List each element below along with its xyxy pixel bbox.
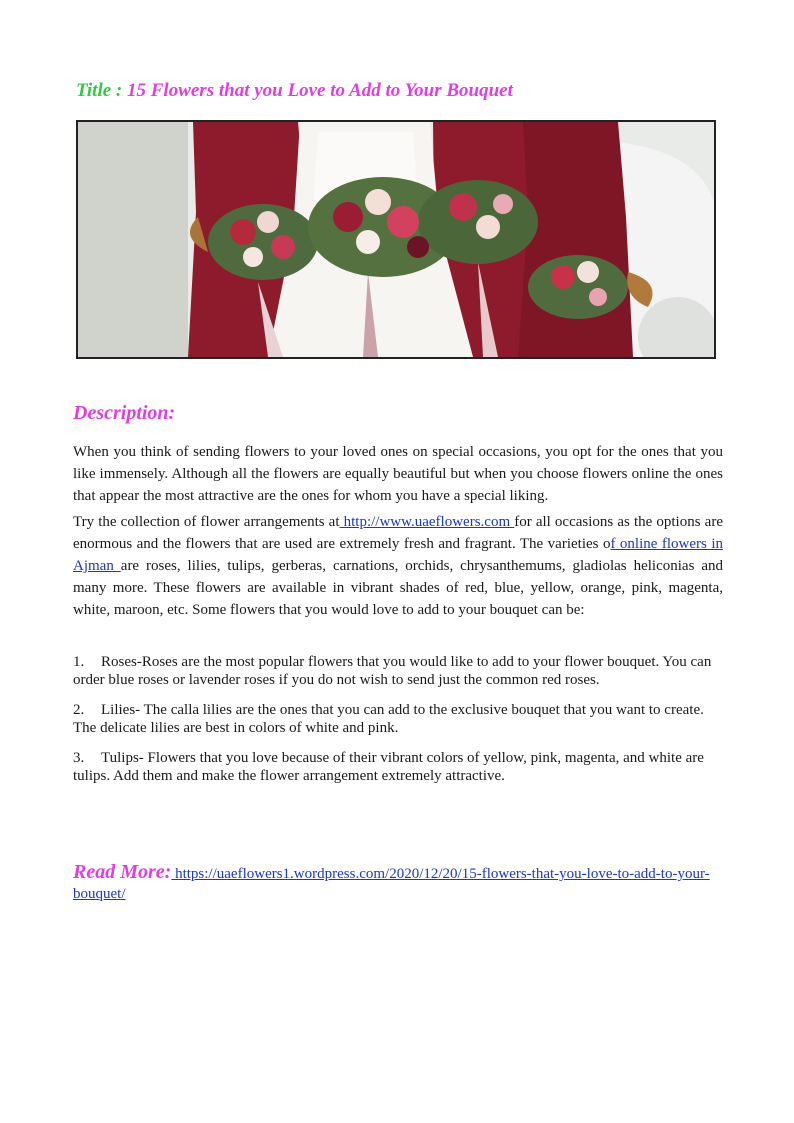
description-paragraph-1: When you think of sending flowers to your loved ones on special occasions, you opt for the ones that you like immensely. Although all the flowers are equally beautiful but when you choose flowers online the ones that appear the most attractive are the ones for whom you have a special liking. xyxy=(73,444,723,504)
title-label: Title : xyxy=(76,80,127,101)
list-item-text: Tulips- Flowers that you love because of their vibrant colors of yellow, pink, magenta, and white are tulips. Add them and make the flower arrangement extremely attractive. xyxy=(73,750,704,784)
list-item-number: 2. xyxy=(73,702,85,718)
read-more-label: Read More: xyxy=(73,861,172,883)
list-item xyxy=(73,701,723,737)
bouquet-photo-illustration xyxy=(78,122,714,357)
title-text: 15 Flowers that you Love to Add to Your Bouquet xyxy=(127,80,513,101)
document-title xyxy=(76,80,513,102)
read-more-link[interactable]: https://uaeflowers1.wordpress.com/2020/12/20/15-flowers-that-you-love-to-add-to-your-bouquet/ xyxy=(73,866,710,902)
list-item xyxy=(73,653,723,689)
description-paragraph-2 xyxy=(73,511,723,621)
list-item xyxy=(73,749,723,785)
paragraph-2-text-b: for all occasions as the options are enormous and the flowers that are used are extremely fresh and fragrant. The varieties o xyxy=(73,514,723,552)
uaeflowers-link[interactable]: http://www.uaeflowers.com xyxy=(339,514,515,530)
paragraph-2-text-c: are roses, lilies, tulips, gerberas, carnations, orchids, chrysanthemums, gladiolas heliconias and many more. These flowers are available in vibrant shades of red, blue, yellow, orange, pink, magenta, white, maroon, etc. Some flowers that you would love to add to your bouquet can be: xyxy=(73,558,724,618)
read-more xyxy=(73,862,723,904)
online-flowers-ajman-link[interactable]: f online flowers in Ajman xyxy=(73,536,723,574)
bouquet-photo xyxy=(76,120,716,359)
list-item-text: Lilies- The calla lilies are the ones that you can add to the exclusive bouquet that you want to create. The delicate lilies are best in colors of white and pink. xyxy=(73,702,704,736)
list-item-number: 3. xyxy=(73,750,85,766)
description-heading: Description: xyxy=(73,402,176,424)
list-item-text: Roses-Roses are the most popular flowers that you would like to add to your flower bouquet. You can order blue roses or lavender roses if you do not wish to send just the common red roses. xyxy=(73,654,712,688)
paragraph-2-text-a: Try the collection of flower arrangements at xyxy=(73,514,340,530)
list-item-number: 1. xyxy=(73,654,85,670)
